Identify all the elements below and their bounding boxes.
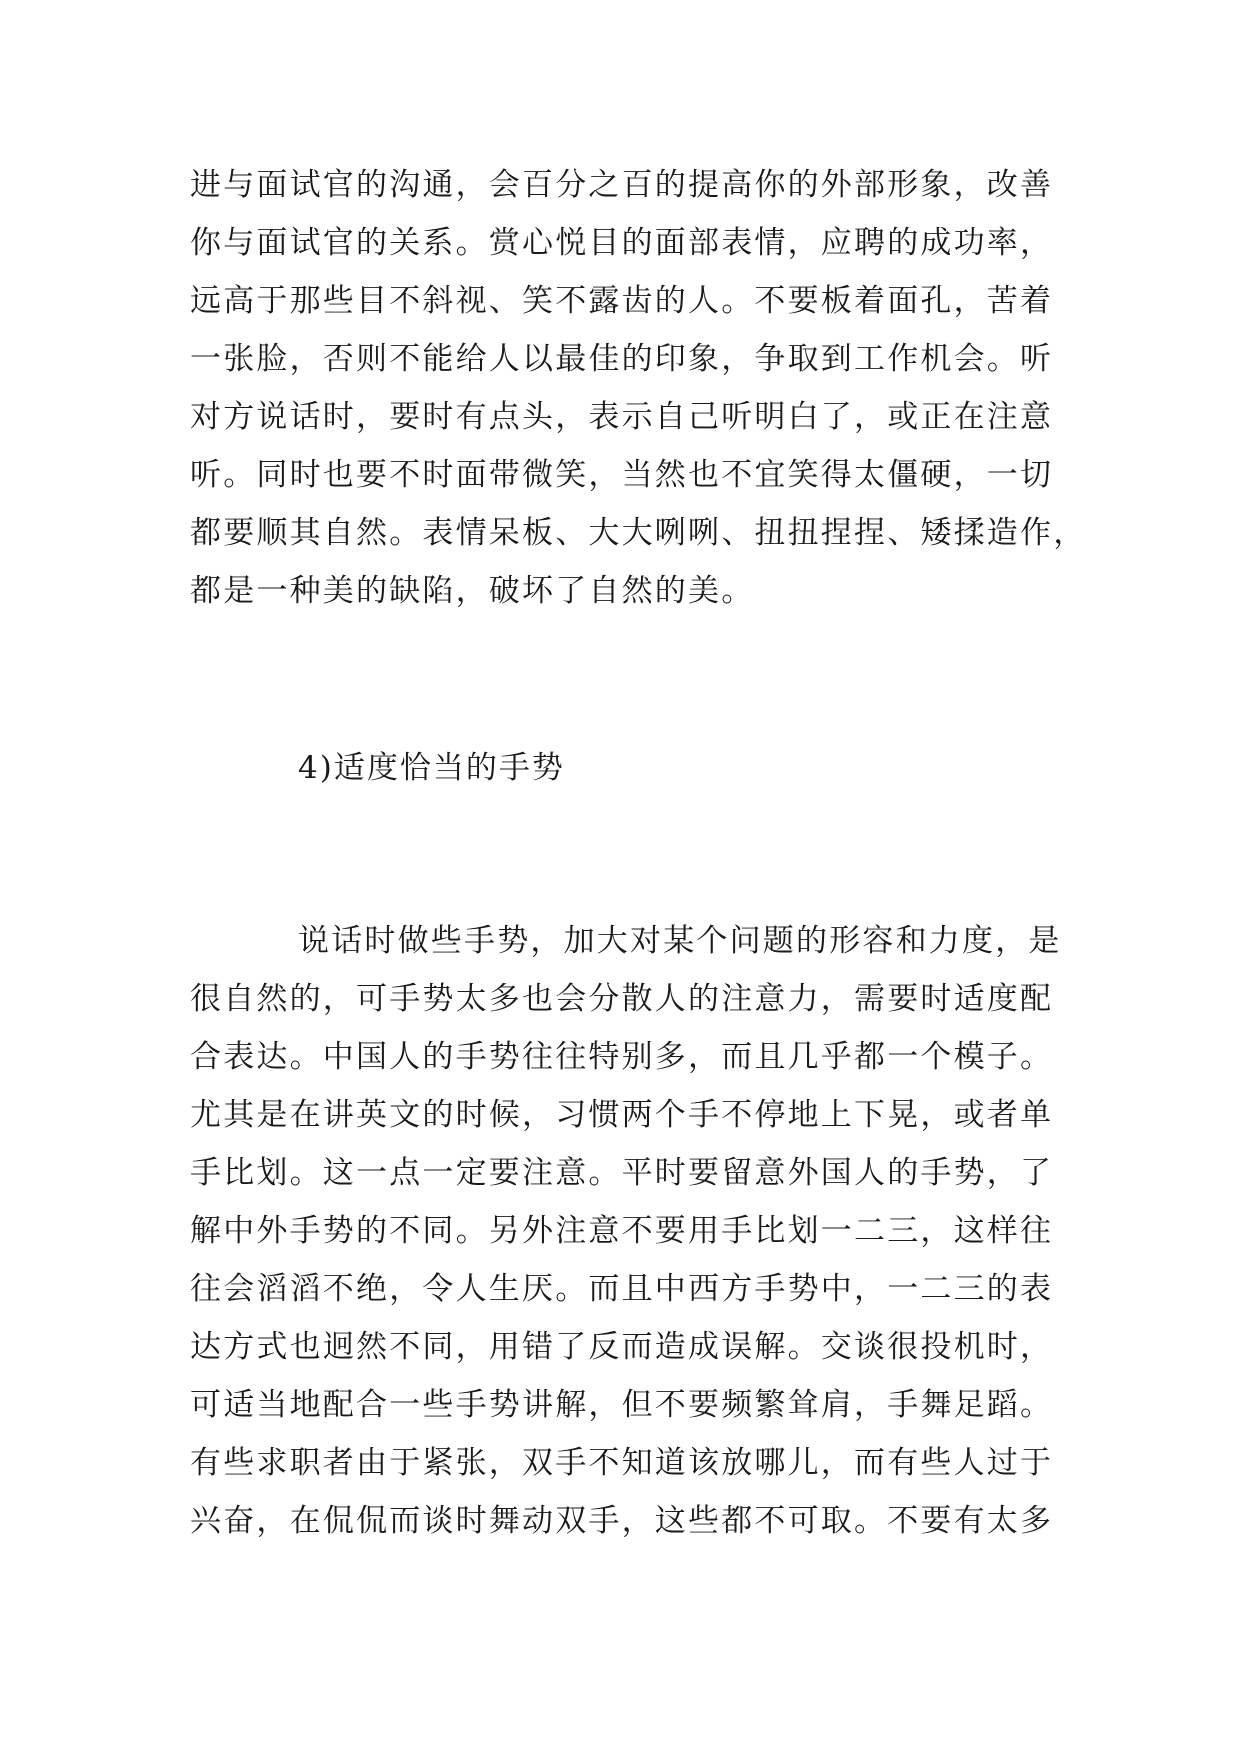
paragraph-line: 解中外手势的不同。另外注意不要用手比划一二三，这样往: [190, 1213, 1054, 1249]
paragraph-line: 尤其是在讲英文的时候，习惯两个手不停地上下晃，或者单: [190, 1097, 1054, 1133]
paragraph-line: 都要顺其自然。表情呆板、大大咧咧、扭扭捏捏、矮揉造作，: [190, 515, 1087, 551]
paragraph-line: 对方说话时，要时有点头，表示自己听明白了，或正在注意: [190, 399, 1054, 435]
paragraph-line: 达方式也迥然不同，用错了反而造成误解。交谈很投机时，: [190, 1329, 1054, 1365]
paragraph-line: 听。同时也要不时面带微笑，当然也不宜笑得太僵硬，一切: [190, 457, 1054, 493]
paragraph-line: 你与面试官的关系。赏心悦目的面部表情，应聘的成功率，: [190, 225, 1054, 261]
paragraph-line: 很自然的，可手势太多也会分散人的注意力，需要时适度配: [190, 981, 1054, 1017]
paragraph-line: 说话时做些手势，加大对某个问题的形容和力度，是: [298, 923, 1062, 959]
paragraph-line: 都是一种美的缺陷，破坏了自然的美。: [190, 573, 755, 609]
section-heading: 4)适度恰当的手势: [298, 750, 565, 786]
paragraph-line: 有些求职者由于紧张，双手不知道该放哪儿，而有些人过于: [190, 1445, 1054, 1481]
paragraph-line: 手比划。这一点一定要注意。平时要留意外国人的手势，了: [190, 1155, 1054, 1191]
paragraph-line: 一张脸，否则不能给人以最佳的印象，争取到工作机会。听: [190, 341, 1054, 377]
paragraph-line: 可适当地配合一些手势讲解，但不要频繁耸肩，手舞足蹈。: [190, 1387, 1054, 1423]
paragraph-line: 远高于那些目不斜视、笑不露齿的人。不要板着面孔，苦着: [190, 283, 1054, 319]
paragraph-line: 合表达。中国人的手势往往特别多，而且几乎都一个模子。: [190, 1039, 1054, 1075]
paragraph-line: 往会滔滔不绝，令人生厌。而且中西方手势中，一二三的表: [190, 1271, 1054, 1307]
paragraph-line: 进与面试官的沟通，会百分之百的提高你的外部形象，改善: [190, 167, 1054, 203]
paragraph-line: 兴奋，在侃侃而谈时舞动双手，这些都不可取。不要有太多: [190, 1503, 1054, 1539]
